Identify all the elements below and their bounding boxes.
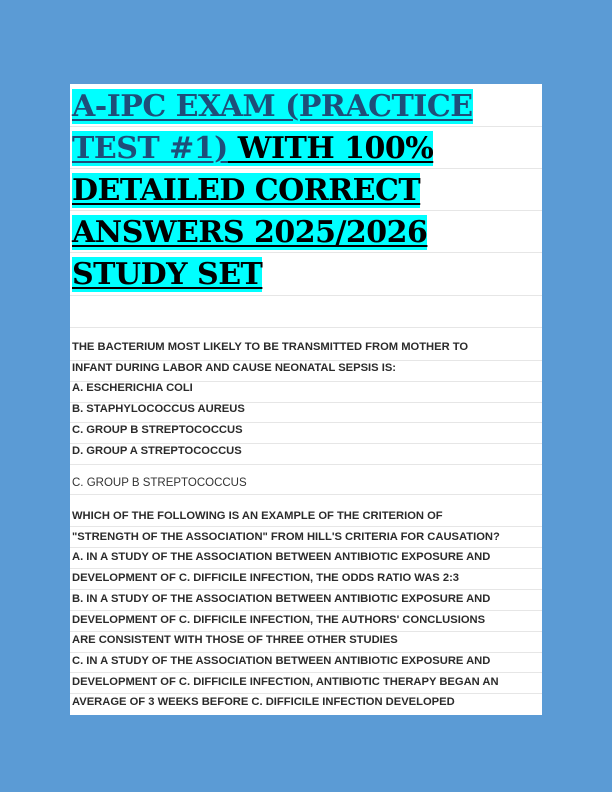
question1-option-c: C. GROUP B STREPTOCOCCUS [72,424,243,436]
title-part1: A-IPC EXAM (PRACTICE TEST #1) [72,89,473,166]
question2-line-7: ARE CONSISTENT WITH THOSE OF THREE OTHER STUDIES [72,634,398,646]
question1-option-a: A. ESCHERICHIA COLI [72,382,193,394]
question2-line-5: B. IN A STUDY OF THE ASSOCIATION BETWEEN ANTIBIOTIC EXPOSURE AND [72,593,491,605]
question2-line-9: DEVELOPMENT OF C. DIFFICILE INFECTION, ANTIBIOTIC THERAPY BEGAN AN [72,676,499,688]
question2-line-3: A. IN A STUDY OF THE ASSOCIATION BETWEEN ANTIBIOTIC EXPOSURE AND [72,551,491,563]
question2-line-1: WHICH OF THE FOLLOWING IS AN EXAMPLE OF THE CRITERION OF [72,510,443,522]
document-title [72,86,532,296]
question2-line-4: DEVELOPMENT OF C. DIFFICILE INFECTION, THE ODDS RATIO WAS 2:3 [72,572,460,584]
question2-line-2: "STRENGTH OF THE ASSOCIATION" FROM HILL'S CRITERIA FOR CAUSATION? [72,531,500,543]
question1-line-2: INFANT DURING LABOR AND CAUSE NEONATAL SEPSIS IS: [72,362,397,374]
question1-answer: C. GROUP B STREPTOCOCCUS [72,477,247,489]
document-page [70,84,542,715]
question1-option-b: B. STAPHYLOCOCCUS AUREUS [72,403,245,415]
question2-line-8: C. IN A STUDY OF THE ASSOCIATION BETWEEN ANTIBIOTIC EXPOSURE AND [72,655,491,667]
question2-line-10: AVERAGE OF 3 WEEKS BEFORE C. DIFFICILE INFECTION DEVELOPED [72,696,455,708]
question1-option-d: D. GROUP A STREPTOCOCCUS [72,445,242,457]
question1-line-1: THE BACTERIUM MOST LIKELY TO BE TRANSMITTED FROM MOTHER TO [72,341,469,353]
question2-line-6: DEVELOPMENT OF C. DIFFICILE INFECTION, THE AUTHORS' CONCLUSIONS [72,614,486,626]
title-part2: WITH 100% DETAILED CORRECT ANSWERS 2025/2026 STUDY SET [72,131,434,292]
